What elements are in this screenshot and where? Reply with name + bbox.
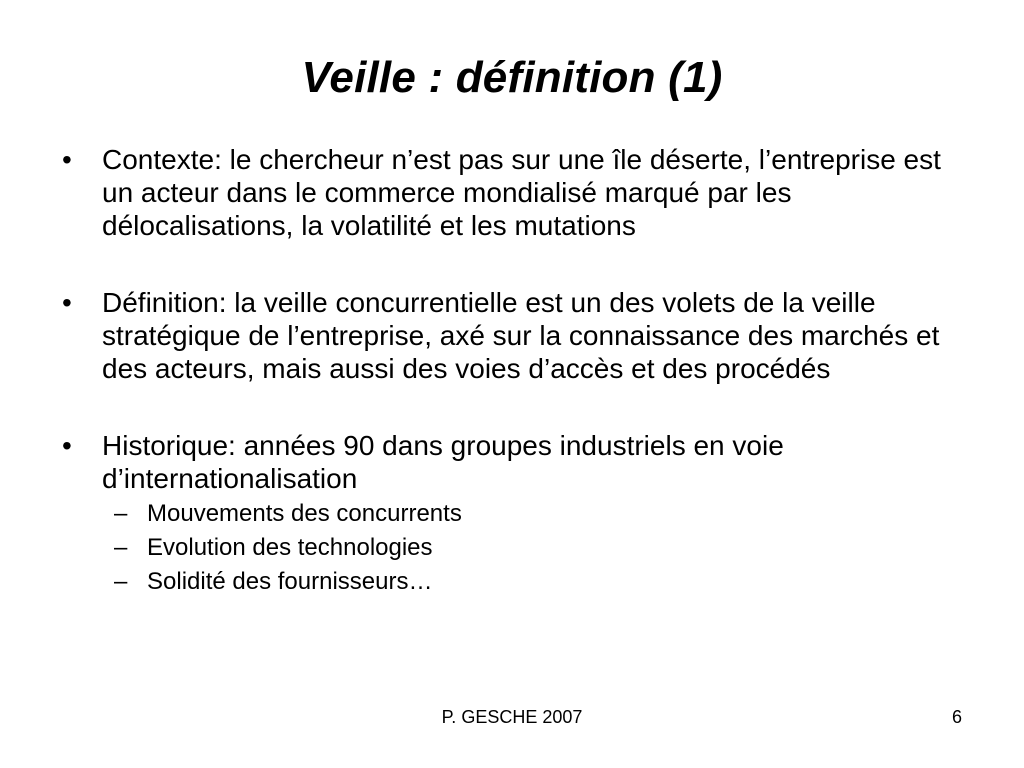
bullet-text-context: Contexte: le chercheur n’est pas sur une île déserte, l’entreprise est un acteur dans le commerce mondialisé marqué par les délocalisations, la volatilité et les mutations: [102, 144, 941, 241]
sub-bullet-item: [102, 531, 978, 565]
sub-bullet-list: [102, 497, 978, 599]
slide-title: Veille : définition (1): [301, 53, 723, 102]
bullet-list: [58, 143, 978, 599]
sub-bullet-item: [102, 497, 978, 531]
sub-bullet-marker: –: [114, 534, 128, 561]
sub-bullet-text: Solidité des fournisseurs…: [147, 568, 433, 595]
bullet-item-context: [58, 143, 978, 242]
sub-bullet-item: [102, 565, 978, 599]
bullet-marker: •: [62, 430, 72, 461]
bullet-text-definition: Définition: la veille concurrentielle est un des volets de la veille stratégique de l’entreprise, axé sur la connaissance des marchés et des acteurs, mais aussi des voies d’accès et des procédés: [102, 287, 940, 384]
bullet-item-definition: [58, 286, 978, 385]
sub-bullet-text: Evolution des technologies: [147, 534, 433, 561]
sub-bullet-marker: –: [114, 500, 128, 527]
footer-author: P. GESCHE 2007: [441, 707, 583, 727]
bullet-marker: •: [62, 287, 72, 318]
bullet-item-history: [58, 429, 978, 599]
bullet-marker: •: [62, 144, 72, 175]
sub-bullet-text: Mouvements des concurrents: [147, 500, 462, 527]
footer-page-number: 6: [951, 707, 962, 727]
sub-bullet-marker: –: [114, 568, 128, 595]
bullet-text-history: Historique: années 90 dans groupes industriels en voie d’internationalisation: [102, 430, 784, 494]
